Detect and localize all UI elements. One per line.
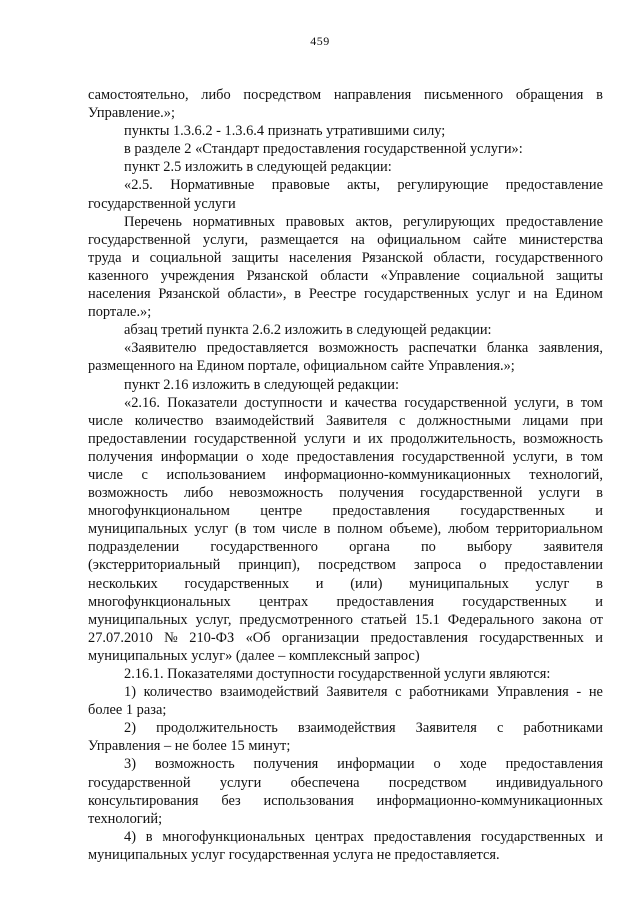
text-line: самостоятельно, либо посредством направления письменного обращения в xyxy=(88,87,603,103)
page-number: 459 xyxy=(310,34,330,48)
text-line: в разделе 2 «Стандарт предоставления государственной услуги»: xyxy=(124,141,523,158)
text-line: муниципальных услуг (в том числе в полном объеме), любом территориальном xyxy=(88,521,603,538)
text-line: предоставлении государственной услуги и их продолжительность, возможность xyxy=(88,430,603,447)
text-line: подразделении государственного органа по выбору заявителя xyxy=(88,539,603,556)
paragraph xyxy=(88,158,603,176)
text-line: получения информации о ходе предоставления государственной услуги, в том xyxy=(88,448,603,465)
text-line: государственной услуги xyxy=(88,195,236,212)
paragraph xyxy=(88,86,603,122)
text-line: 27.07.2010 № 210-ФЗ «Об организации предоставления государственных и xyxy=(88,629,603,646)
text-line: размещенного на Едином портале, официальном сайте Управления.»; xyxy=(88,358,515,375)
text-line: населения Рязанской области», в Реестре государственных услуг и на Едином xyxy=(88,286,603,303)
paragraph xyxy=(88,394,603,665)
text-line: многофункциональном центре предоставления государственных и xyxy=(88,503,603,520)
paragraph xyxy=(88,321,603,339)
text-line: муниципальных услуг государственная услуга не предоставляется. xyxy=(88,846,500,863)
text-line: государственной услуги, размещается на официальном сайте министерства xyxy=(88,231,603,248)
text-line: муниципальных услуг» (далее – комплексный запрос) xyxy=(88,647,420,664)
text-line: государственной услуги обеспечена посредством индивидуального xyxy=(88,774,603,791)
text-line: 2.16.1. Показателями доступности государственной услуги являются: xyxy=(124,666,551,682)
text-line: пункт 2.16 изложить в следующей редакции: xyxy=(124,376,399,393)
paragraph xyxy=(88,339,603,375)
paragraph xyxy=(88,755,603,827)
text-line: многофункциональных центрах предоставления государственных и xyxy=(88,593,603,610)
text-line: (экстерриториальный принцип), посредством запроса о предоставлении xyxy=(88,557,603,574)
text-line: Управление.»; xyxy=(88,105,175,122)
paragraph xyxy=(88,140,603,158)
text-line: 2) продолжительность взаимодействия Заявителя с работниками xyxy=(124,720,603,737)
text-line: числе с использованием информационно-коммуникационных технологий, xyxy=(88,466,603,483)
text-line: труда и социальной защиты населения Рязанской области, государственного xyxy=(88,249,603,266)
text-line: более 1 раза; xyxy=(88,702,167,719)
text-line: пункты 1.3.6.2 - 1.3.6.4 признать утратившими силу; xyxy=(124,123,446,140)
text-line: технологий; xyxy=(88,810,163,827)
text-line: «Заявителю предоставляется возможность распечатки бланка заявления, xyxy=(124,340,603,357)
text-line: консультирования без использования информационно-коммуникационных xyxy=(88,792,603,809)
text-line: портале.»; xyxy=(88,304,152,321)
paragraph xyxy=(88,213,603,322)
text-line: 3) возможность получения информации о ходе предоставления xyxy=(124,756,603,773)
paragraph xyxy=(88,683,603,719)
text-line: муниципальных услуг, предусмотренного статьей 15.1 Федерального закона от xyxy=(88,611,603,628)
text-line: нескольких государственных и (или) муниципальных услуг в xyxy=(88,575,603,592)
paragraph xyxy=(88,665,603,683)
text-line: Управления – не более 15 минут; xyxy=(88,738,291,755)
paragraph xyxy=(88,376,603,394)
text-line: 4) в многофункциональных центрах предоставления государственных и xyxy=(124,828,603,845)
text-line: числе количество взаимодействий Заявителя с должностными лицами при xyxy=(88,412,603,429)
text-line: Перечень нормативных правовых актов, регулирующих предоставление xyxy=(124,213,603,230)
text-line: пункт 2.5 изложить в следующей редакции: xyxy=(124,159,392,176)
paragraph xyxy=(88,719,603,755)
paragraph xyxy=(88,828,603,864)
text-line: возможность либо невозможность получения государственной услуги в xyxy=(88,485,603,502)
paragraph xyxy=(88,122,603,140)
text-line: казенного учреждения Рязанской области «Управление социальной защиты xyxy=(88,267,603,284)
text-line: абзац третий пункта 2.6.2 изложить в следующей редакции: xyxy=(124,322,492,339)
text-line: «2.16. Показатели доступности и качества государственной услуги, в том xyxy=(124,394,603,411)
text-line: «2.5. Нормативные правовые акты, регулирующие предоставление xyxy=(124,177,603,194)
text-line: 1) количество взаимодействий Заявителя с работниками Управления - не xyxy=(124,684,603,701)
paragraph xyxy=(88,176,603,212)
document-body xyxy=(88,86,603,864)
